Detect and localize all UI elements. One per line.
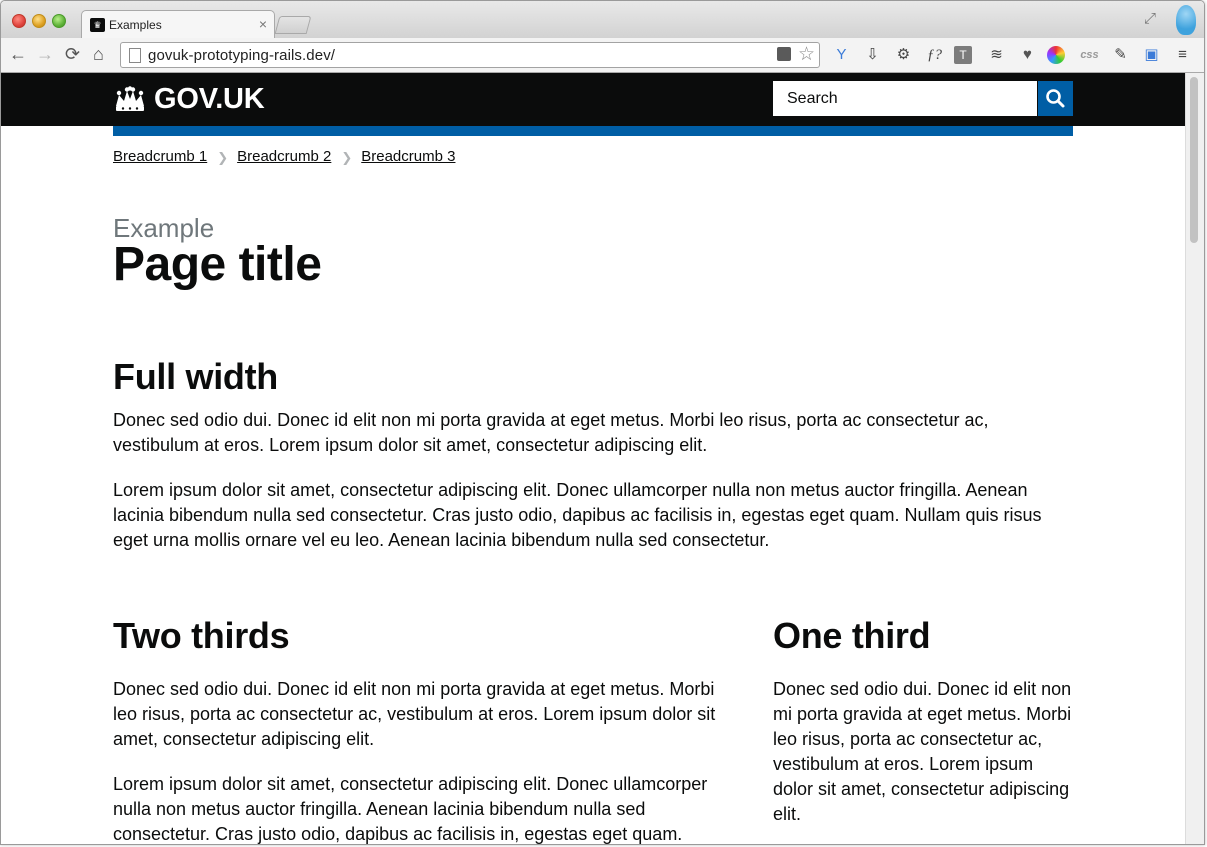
logo-text: GOV.UK	[154, 83, 265, 115]
govuk-logo[interactable]	[113, 83, 265, 116]
crown-icon	[113, 86, 147, 114]
menu-icon[interactable]: ≡	[1178, 46, 1187, 63]
header-blue-bar	[113, 126, 1073, 136]
wrench-icon[interactable]: ✎	[1114, 46, 1127, 63]
two-thirds-paragraph-1: Donec sed odio dui. Donec id elit non mi porta gravida at eget metus. Morbi leo risus, porta ac consectetur ac, vestibulum at eros. Lorem ipsum dolor sit amet, consectetur adipiscing elit.	[113, 679, 716, 749]
text-icon[interactable]: T	[954, 46, 972, 64]
minimize-window-button[interactable]	[32, 14, 46, 28]
page-viewport	[1, 73, 1186, 845]
tab-strip	[1, 1, 1204, 38]
gear-icon[interactable]: ⚙	[896, 46, 911, 63]
window-icon[interactable]: ▣	[1144, 46, 1159, 63]
back-button[interactable]: ←	[9, 44, 27, 64]
chevron-right-icon: ❯	[217, 149, 229, 165]
reload-button[interactable]: ⟳	[65, 44, 81, 64]
govuk-header	[1, 73, 1186, 126]
breadcrumb-link-1[interactable]: Breadcrumb 1	[113, 148, 208, 165]
crown-favicon-icon: ♛	[90, 18, 105, 32]
page-title: Page title	[113, 238, 322, 291]
new-tab-button[interactable]	[275, 16, 312, 34]
breadcrumb-link-3[interactable]: Breadcrumb 3	[361, 148, 456, 165]
maximize-window-button[interactable]	[52, 14, 66, 28]
two-thirds-heading: Two thirds	[113, 615, 290, 656]
color-wheel-icon[interactable]	[1047, 46, 1065, 64]
address-bar[interactable]	[120, 42, 820, 68]
profile-avatar[interactable]	[1176, 5, 1196, 35]
two-thirds-paragraph-2: Lorem ipsum dolor sit amet, consectetur adipiscing elit. Donec ullamcorper nulla non metus auctor fringilla. Aenean lacinia bibendum nulla sed consectetur. Cras justo odio, dapibus ac facilisis in, egestas eget quam.	[113, 774, 708, 844]
breadcrumb	[113, 148, 455, 165]
home-button[interactable]: ⌂	[93, 44, 104, 64]
tab-close-icon[interactable]: ×	[258, 16, 267, 32]
vertical-scrollbar[interactable]	[1185, 73, 1204, 845]
omnibox-extension-icon[interactable]	[777, 47, 791, 61]
font-icon[interactable]: ƒ?	[927, 47, 942, 63]
chevron-right-icon: ❯	[341, 149, 353, 165]
browser-toolbar	[1, 38, 1204, 73]
full-width-paragraph-2: Lorem ipsum dolor sit amet, consectetur adipiscing elit. Donec ullamcorper nulla non metus auctor fringilla. Aenean lacinia bibendum nulla sed consectetur. Cras justo odio, dapibus ac facilisis in, egestas eget quam. Nullam quis risus eget urna mollis ornare vel eu leo. Aenean lacinia bibendum nulla sed consectetur.	[113, 480, 1042, 550]
bookmark-star-icon[interactable]: ☆	[797, 44, 815, 65]
layers-icon[interactable]: ≋	[990, 46, 1003, 63]
breadcrumb-link-2[interactable]: Breadcrumb 2	[237, 148, 332, 165]
one-third-heading: One third	[773, 615, 931, 656]
one-third-paragraph-1: Donec sed odio dui. Donec id elit non mi porta gravida at eget metus. Morbi leo risus, porta ac consectetur ac, vestibulum at eros. Lorem ipsum dolor sit amet, consectetur adipiscing elit.	[773, 679, 1072, 824]
full-width-paragraph-1: Donec sed odio dui. Donec id elit non mi porta gravida at eget metus. Morbi leo risus, porta ac consectetur ac, vestibulum at eros. Lorem ipsum dolor sit amet, consectetur adipiscing elit.	[113, 410, 989, 455]
full-width-heading: Full width	[113, 356, 278, 397]
tab-examples[interactable]	[81, 10, 275, 39]
download-icon[interactable]: ⇩	[866, 46, 879, 63]
search-input[interactable]: Search	[773, 81, 1037, 116]
pocket-icon[interactable]: ♥	[1023, 46, 1032, 63]
close-window-button[interactable]	[12, 14, 26, 28]
tab-title: Examples	[109, 18, 162, 32]
scrollbar-thumb[interactable]	[1190, 77, 1198, 243]
search-button[interactable]	[1038, 81, 1073, 116]
url-text[interactable]: govuk-prototyping-rails.dev/	[148, 47, 336, 64]
fullscreen-icon[interactable]: ⤢	[1143, 10, 1156, 27]
vivaldi-icon[interactable]: Y	[836, 46, 847, 63]
page-icon	[129, 48, 141, 63]
page-caption: Example	[113, 213, 215, 243]
extension-icons	[830, 44, 1202, 66]
css-icon[interactable]: css	[1080, 49, 1099, 61]
forward-button[interactable]: →	[36, 44, 54, 64]
search-icon	[1038, 81, 1073, 116]
